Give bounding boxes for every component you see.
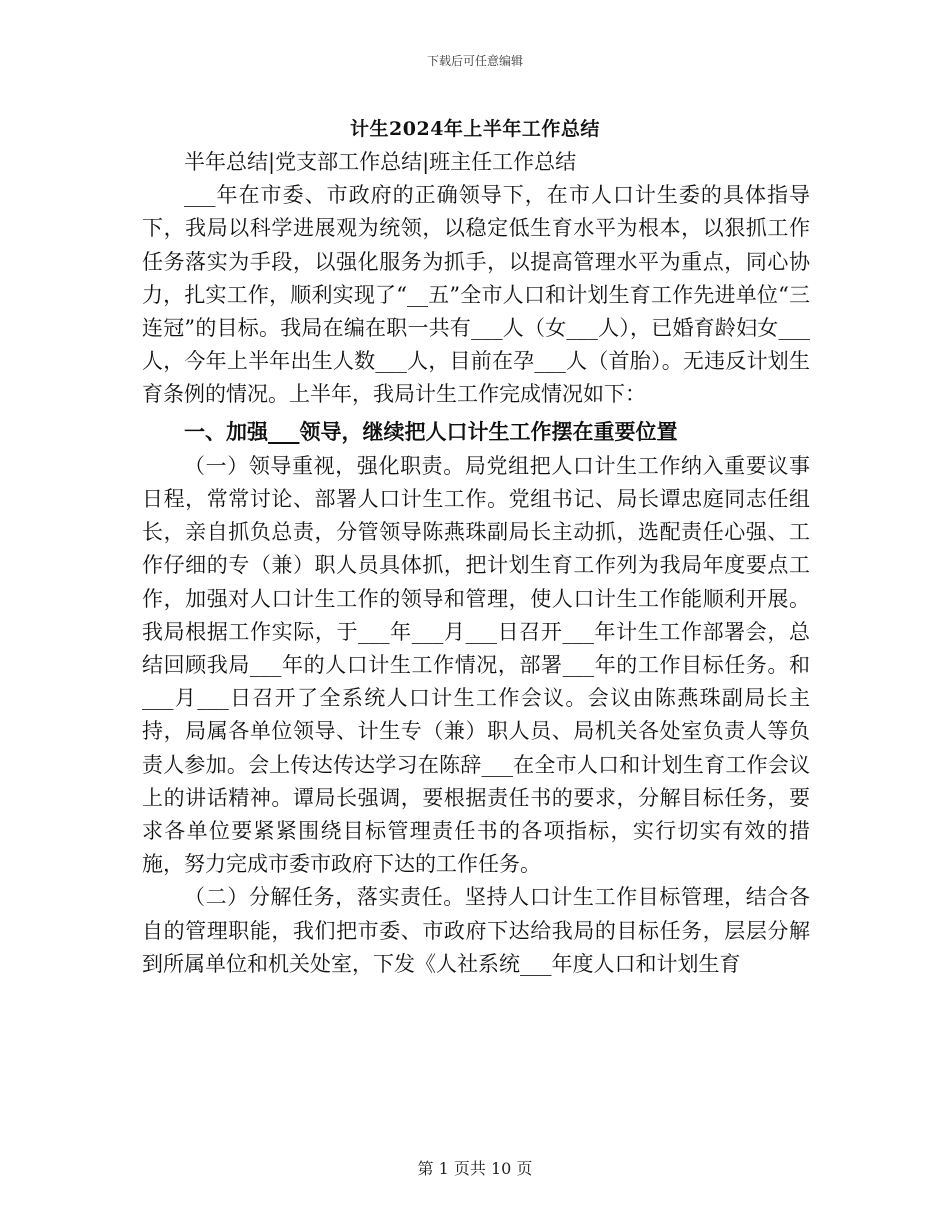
document-body bbox=[142, 146, 810, 981]
section-heading-1: 一、加强___领导，继续把人口计生工作摆在重要位置 bbox=[184, 418, 678, 444]
document-title: 计生2024年上半年工作总结 bbox=[350, 118, 600, 140]
paragraph-1: （一）领导重视，强化职责。局党组把人口计生工作纳入重要议事日程，常常讨论、部署人口计生工作。党组书记、局长谭忠庭同志任组长，亲自抓负总责，分管领导陈燕珠副局长主动抓，选配责任心强、工作仔细的专（兼）职人员具体抓，把计划生育工作列为我局年度要点工作，加强对人口计生工作的领导和管理，使人口计生工作能顺利开展。我局根据工作实际，于___年___月___日召开___年计生工作部署会，总结回顾我局___年的人口计生工作情况，部署___年的工作目标任务。和___月___日召开了全系统人口计生工作会议。会议由陈燕珠副局长主持，局属各单位领导、计生专（兼）职人员、局机关各处室负责人等负责人参加。会上传达传达学习在陈辞___在全市人口和计划生育工作会议上的讲话精神。谭局长强调，要根据责任书的要求，分解目标任务，要求各单位要紧紧围绕目标管理责任书的各项指标，实行切实有效的措施，努力完成市委市政府下达的工作任务。 bbox=[142, 453, 810, 877]
intro-paragraph: ___年在市委、市政府的正确领导下，在市人口计生委的具体指导下，我局以科学进展观为统领，以稳定低生育水平为根本，以狠抓工作任务落实为手段，以强化服务为抓手，以提高管理水平为重点，同心协力，扎实工作，顺利实现了“__五”全市人口和计划生育工作先进单位“三连冠”的目标。我局在编在职一共有___人（女___人），已婚育龄妇女___人，今年上半年出生人数___人，目前在孕___人（首胎）。无违反计划生育条例的情况。上半年，我局计生工作完成情况如下： bbox=[142, 183, 810, 407]
page-header-note: 下载后可任意编辑 bbox=[426, 54, 523, 68]
page-number-footer: 第 1 页共 10 页 bbox=[417, 1159, 533, 1178]
document-tags: 半年总结|党支部工作总结|班主任工作总结 bbox=[184, 150, 577, 174]
paragraph-2: （二）分解任务，落实责任。坚持人口计生工作目标管理，结合各自的管理职能，我们把市委、市政府下达给我局的目标任务，层层分解到所属单位和机关处室，下发《人社系统___年度人口和计划生育 bbox=[142, 885, 810, 976]
